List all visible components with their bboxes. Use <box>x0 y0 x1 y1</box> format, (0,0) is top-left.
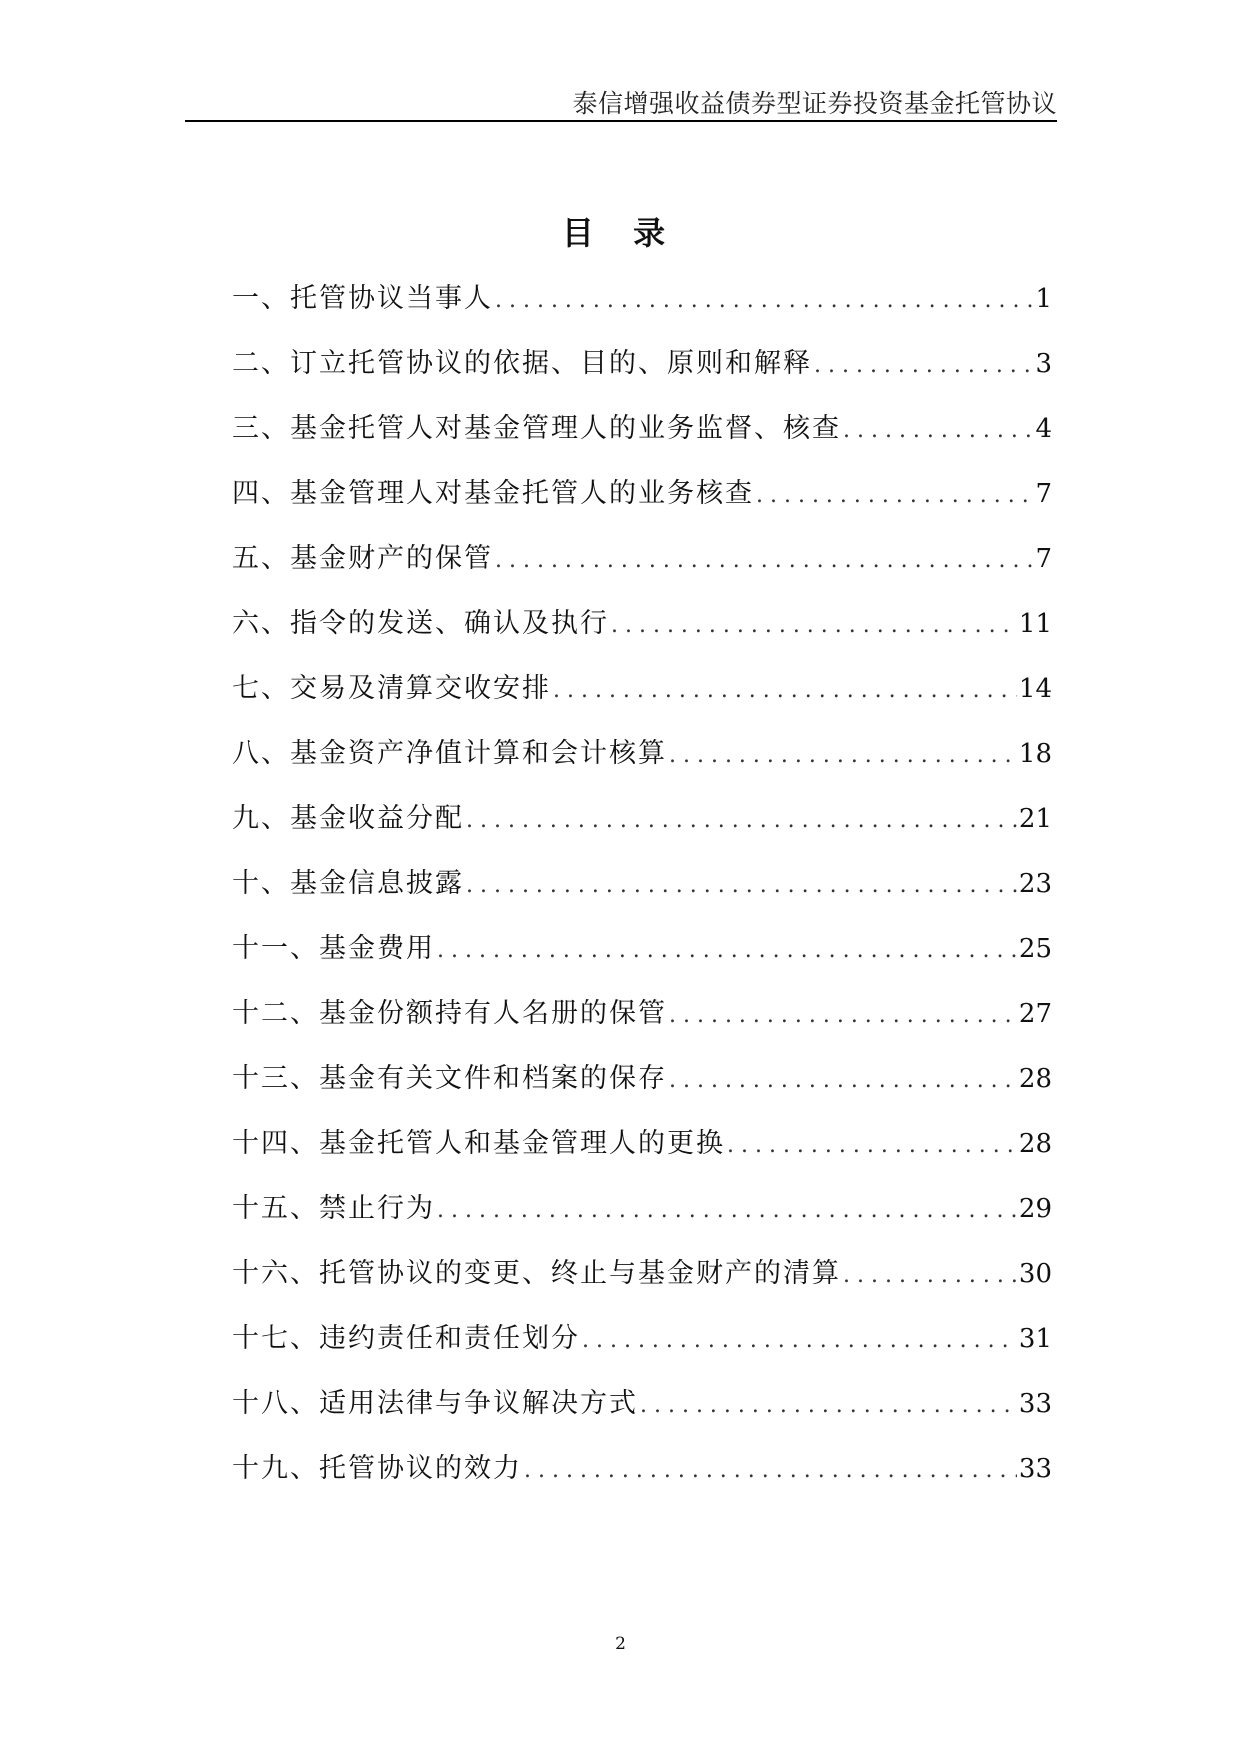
page-number: 2 <box>615 1634 626 1654</box>
toc-entry-page: 28 <box>1018 1129 1052 1159</box>
toc-entry-label: 十、基金信息披露 <box>232 868 464 899</box>
toc-entry[interactable] <box>232 666 1052 731</box>
dot-leader <box>611 613 1017 638</box>
header-divider <box>185 120 1057 122</box>
toc-entry-label: 十四、基金托管人和基金管理人的更换 <box>232 1128 725 1159</box>
toc-entry-label: 九、基金收益分配 <box>232 803 464 834</box>
toc-entry[interactable] <box>232 601 1052 666</box>
toc-entry-label: 十二、基金份额持有人名册的保管 <box>232 998 667 1029</box>
toc-entry-page: 23 <box>1018 869 1052 899</box>
toc-entry[interactable] <box>232 1121 1052 1186</box>
dot-leader <box>495 288 1033 313</box>
toc-entry-page: 7 <box>1035 544 1052 574</box>
dot-leader <box>495 548 1033 573</box>
dot-leader <box>553 678 1017 703</box>
toc-entry-page: 28 <box>1018 1064 1052 1094</box>
dot-leader <box>843 418 1033 443</box>
toc-entry-label: 十七、违约责任和责任划分 <box>232 1323 580 1354</box>
dot-leader <box>640 1393 1017 1418</box>
toc-entry-page: 29 <box>1018 1194 1052 1224</box>
toc-entry-page: 27 <box>1018 999 1052 1029</box>
toc-entry-page: 4 <box>1035 414 1052 444</box>
toc-entry[interactable] <box>232 1056 1052 1121</box>
toc-entry[interactable] <box>232 861 1052 926</box>
toc-entry[interactable] <box>232 341 1052 406</box>
dot-leader <box>524 1458 1017 1483</box>
toc-entry-label: 四、基金管理人对基金托管人的业务核查 <box>232 478 754 509</box>
toc-entry-label: 十三、基金有关文件和档案的保存 <box>232 1063 667 1094</box>
toc-entry[interactable] <box>232 536 1052 601</box>
dot-leader <box>669 1003 1017 1028</box>
toc-entry[interactable] <box>232 1316 1052 1381</box>
toc-entry-page: 25 <box>1018 934 1052 964</box>
toc-title: 目 录 <box>561 214 680 252</box>
toc-entry-page: 3 <box>1035 349 1052 379</box>
toc-entry[interactable] <box>232 276 1052 341</box>
toc-entry[interactable] <box>232 731 1052 796</box>
toc-entry[interactable] <box>232 1381 1052 1446</box>
toc-entry-label: 二、订立托管协议的依据、目的、原则和解释 <box>232 348 812 379</box>
dot-leader <box>437 938 1017 963</box>
toc-entry[interactable] <box>232 406 1052 471</box>
toc-entry-page: 30 <box>1018 1259 1052 1289</box>
running-header: 泰信增强收益债券型证券投资基金托管协议 <box>572 89 1057 118</box>
dot-leader <box>466 808 1017 833</box>
dot-leader <box>669 743 1017 768</box>
toc-entry-label: 三、基金托管人对基金管理人的业务监督、核查 <box>232 413 841 444</box>
table-of-contents <box>232 276 1052 1511</box>
toc-entry-label: 十八、适用法律与争议解决方式 <box>232 1388 638 1419</box>
dot-leader <box>727 1133 1017 1158</box>
toc-entry-page: 18 <box>1018 739 1052 769</box>
toc-entry[interactable] <box>232 991 1052 1056</box>
toc-entry-label: 十九、托管协议的效力 <box>232 1453 522 1484</box>
toc-entry-page: 33 <box>1018 1389 1052 1419</box>
toc-entry-label: 十六、托管协议的变更、终止与基金财产的清算 <box>232 1258 841 1289</box>
toc-entry-page: 7 <box>1035 479 1052 509</box>
dot-leader <box>814 353 1033 378</box>
dot-leader <box>756 483 1033 508</box>
toc-entry[interactable] <box>232 796 1052 861</box>
toc-entry-label: 一、托管协议当事人 <box>232 283 493 314</box>
toc-entry-page: 31 <box>1018 1324 1052 1354</box>
toc-entry-label: 六、指令的发送、确认及执行 <box>232 608 609 639</box>
dot-leader <box>843 1263 1017 1288</box>
dot-leader <box>466 873 1017 898</box>
toc-entry[interactable] <box>232 1251 1052 1316</box>
toc-entry[interactable] <box>232 926 1052 991</box>
toc-entry-label: 十五、禁止行为 <box>232 1193 435 1224</box>
toc-entry-page: 1 <box>1035 284 1052 314</box>
toc-entry-label: 五、基金财产的保管 <box>232 543 493 574</box>
toc-entry[interactable] <box>232 1446 1052 1511</box>
toc-entry-page: 14 <box>1018 674 1052 704</box>
toc-entry[interactable] <box>232 471 1052 536</box>
toc-entry-page: 11 <box>1018 609 1052 639</box>
toc-entry[interactable] <box>232 1186 1052 1251</box>
toc-entry-page: 21 <box>1018 804 1052 834</box>
dot-leader <box>582 1328 1017 1353</box>
toc-entry-label: 七、交易及清算交收安排 <box>232 673 551 704</box>
toc-entry-page: 33 <box>1018 1454 1052 1484</box>
dot-leader <box>669 1068 1017 1093</box>
toc-entry-label: 十一、基金费用 <box>232 933 435 964</box>
dot-leader <box>437 1198 1017 1223</box>
toc-entry-label: 八、基金资产净值计算和会计核算 <box>232 738 667 769</box>
